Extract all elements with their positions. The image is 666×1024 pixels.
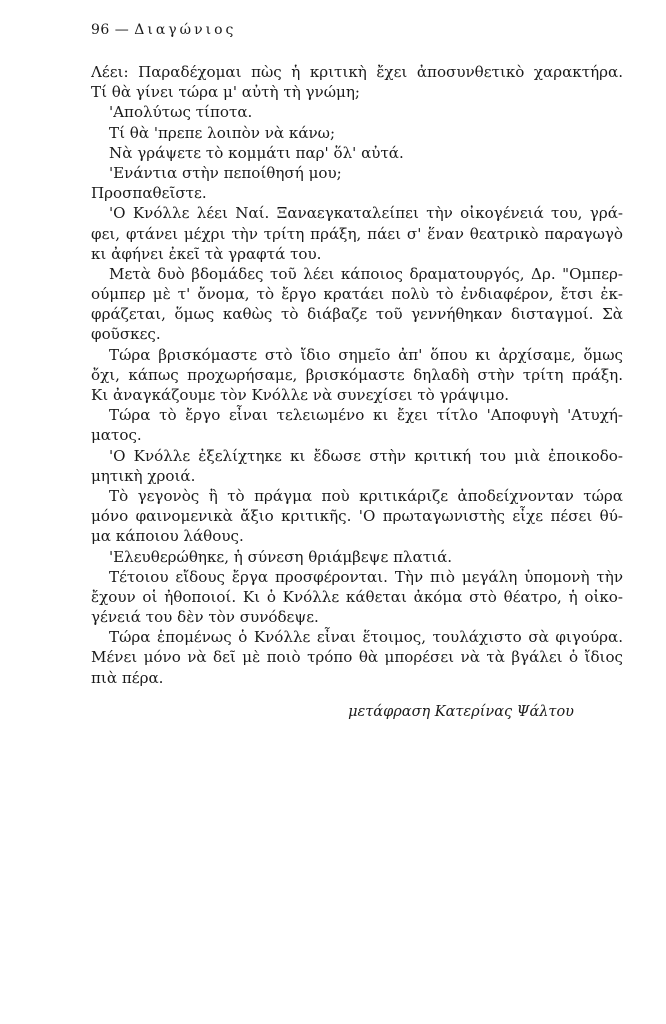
text-line: Κι ἀναγκάζουμε τὸν Κνόλλε νὰ συνεχίσει τὸ γράψιμο. bbox=[91, 386, 510, 404]
text-line: Μένει μόνο νὰ δεῖ μὲ ποιὸ τρόπο θὰ μπορέσει νὰ τὰ βγάλει ὁ ἴδιος bbox=[91, 648, 623, 667]
text-line: 'Απολύτως τίποτα. bbox=[109, 103, 253, 122]
page-number: 96 bbox=[91, 22, 110, 38]
text-line: κι ἀφήνει ἐκεῖ τὰ γραφτά του. bbox=[91, 244, 322, 263]
text-line: Τώρα ἑπομένως ὁ Κνόλλε εἶναι ἕτοιμος, τουλάχιστο σὰ φιγούρα. bbox=[109, 628, 623, 647]
text-line: Νὰ γράψετε τὸ κομμάτι παρ' ὅλ' αὐτά. bbox=[109, 143, 404, 162]
text-line: μα κάποιου λάθους. bbox=[91, 527, 244, 546]
text-line: Μετὰ δυὸ βδομάδες τοῦ λέει κάποιος δραματουργός, Δρ. "Ομπερ- bbox=[109, 264, 623, 283]
text-line: πιὰ πέρα. bbox=[91, 668, 164, 687]
text-line: ματος. bbox=[91, 426, 142, 445]
text-line: Τὸ γεγονὸς ἢ τὸ πράγμα ποὺ κριτικάριζε ἀποδείχνονταν τώρα bbox=[109, 486, 623, 505]
text-line: μητικὴ χροιά. bbox=[91, 466, 196, 485]
running-header bbox=[91, 22, 236, 38]
text-line: μόνο φαινομενικὰ ἄξιο κριτικῆς. 'Ο πρωταγωνιστὴς εἶχε πέσει θύ- bbox=[91, 507, 623, 526]
body-text bbox=[91, 62, 623, 688]
text-line: φει, φτάνει μέχρι τὴν τρίτη πράξη, πάει σ' ἕναν θεατρικὸ παραγωγὸ bbox=[91, 224, 623, 243]
text-line: γένειά του δὲν τὸν συνόδεψε. bbox=[91, 608, 319, 627]
translator-credit: μετάφραση Κατερίνας Ψάλτου bbox=[348, 704, 574, 720]
text-line: 'Ελευθερώθηκε, ἡ σύνεση θριάμβεψε πλατιά. bbox=[109, 547, 453, 566]
text-line: 'Ενάντια στὴν πεποίθησή μου; bbox=[109, 163, 342, 182]
text-line: Τί θὰ γίνει τώρα μ' αὐτὴ τὴ γνώμη; bbox=[91, 83, 360, 102]
text-line: φράζεται, ὅμως καθὼς τὸ διάβαζε τοῦ γεννήθηκαν δισταγμοί. Σὰ bbox=[91, 305, 623, 324]
text-line: Τώρα βρισκόμαστε στὸ ἴδιο σημεῖο ἀπ' ὅπου κι ἀρχίσαμε, ὅμως bbox=[109, 345, 623, 364]
header-separator: — bbox=[114, 22, 130, 38]
journal-title: Διαγώνιος bbox=[134, 22, 237, 38]
text-line: 'Ο Κνόλλε ἐξελίχτηκε κι ἔδωσε στὴν κριτική του μιὰ ἐποικοδο- bbox=[109, 446, 623, 465]
text-line: φοῦσκες. bbox=[91, 325, 161, 344]
text-line: ὄχι, κάπως προχωρήσαμε, βρισκόμαστε δηλαδὴ στὴν τρίτη πράξη. bbox=[91, 365, 623, 384]
text-line: Προσπαθεῖστε. bbox=[91, 184, 207, 203]
text-line: ούμπερ μὲ τ' ὄνομα, τὸ ἔργο κρατάει πολὺ τὸ ἐνδιαφέρον, ἔτσι ἐκ- bbox=[91, 285, 623, 304]
text-line: ἔχουν οἱ ἠθοποιοί. Κι ὁ Κνόλλε κάθεται ἀκόμα στὸ θέατρο, ἡ οἰκο- bbox=[91, 587, 623, 606]
text-line: Λέει: Παραδέχομαι πὼς ἡ κριτικὴ ἔχει ἀποσυνθετικὸ χαρακτήρα. bbox=[91, 63, 623, 81]
text-line: Τί θὰ 'πρεπε λοιπὸν νὰ κάνω; bbox=[109, 123, 336, 142]
text-line: Τέτοιου εἴδους ἔργα προσφέρονται. Τὴν πιὸ μεγάλη ὑπομονὴ τὴν bbox=[109, 567, 623, 586]
text-line: 'Ο Κνόλλε λέει Ναί. Ξαναεγκαταλείπει τὴν οἰκογένειά του, γρά- bbox=[109, 204, 623, 223]
text-line: Τώρα τὸ ἔργο εἶναι τελειωμένο κι ἔχει τίτλο 'Αποφυγὴ 'Ατυχή- bbox=[109, 406, 623, 425]
